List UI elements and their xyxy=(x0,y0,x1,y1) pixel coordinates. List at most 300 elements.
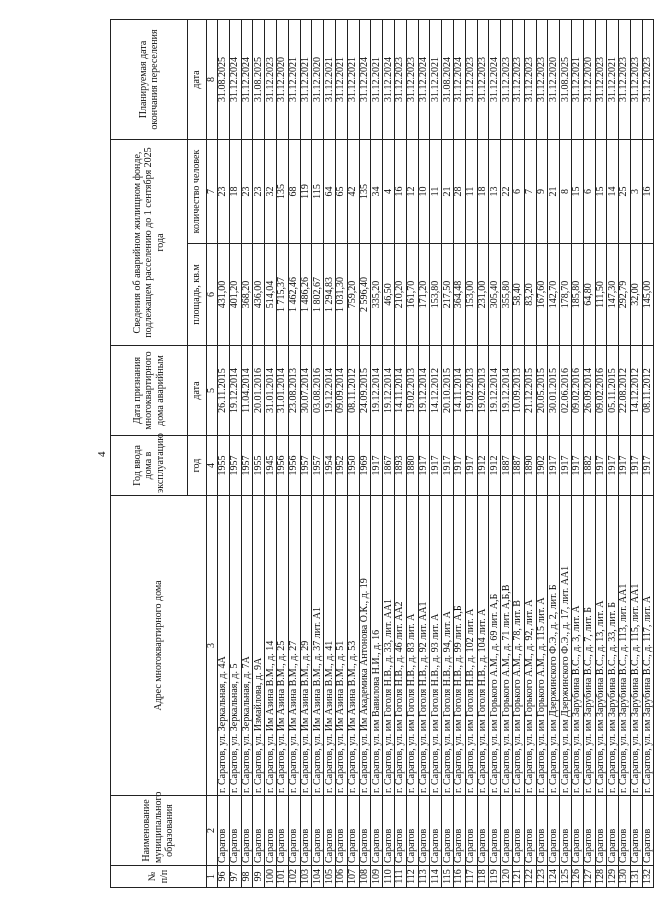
municipality-cell: Саратов xyxy=(642,796,654,866)
municipality-cell: Саратов xyxy=(406,796,418,866)
year-cell: 1955 xyxy=(218,436,230,496)
municipality-cell: Саратов xyxy=(501,796,513,866)
row-number: 109 xyxy=(371,866,383,888)
area-cell: 759,20 xyxy=(347,244,359,346)
recognition-date-cell: 30.01.2015 xyxy=(548,346,560,436)
people-count-cell: 8 xyxy=(560,139,572,243)
table-body xyxy=(218,19,654,887)
people-count-cell: 18 xyxy=(229,139,241,243)
table-row xyxy=(371,19,383,887)
row-number: 130 xyxy=(619,866,631,888)
people-count-cell: 64 xyxy=(324,139,336,243)
row-number: 120 xyxy=(501,866,513,888)
people-count-cell: 11 xyxy=(430,139,442,243)
area-cell: 1 715,37 xyxy=(276,244,288,346)
table-row xyxy=(406,19,418,887)
planned-date-cell: 31.12.2021 xyxy=(571,19,583,139)
area-cell: 167,60 xyxy=(536,244,548,346)
planned-date-cell: 31.12.2023 xyxy=(394,19,406,139)
people-count-cell: 16 xyxy=(394,139,406,243)
address-cell: г. Саратов, ул. Им Азина В.М., д. 25 xyxy=(276,496,288,796)
area-cell: 145,00 xyxy=(642,244,654,346)
recognition-date-cell: 19.02.2013 xyxy=(465,346,477,436)
recognition-date-cell: 10.09.2013 xyxy=(512,346,524,436)
municipality-cell: Саратов xyxy=(430,796,442,866)
area-cell: 147,30 xyxy=(607,244,619,346)
year-cell: 1917 xyxy=(442,436,454,496)
column-index: 1 xyxy=(207,866,218,888)
address-cell: г. Саратов, ул. им Гоголя Н.В., д. 83 лит. А xyxy=(406,496,418,796)
people-count-cell: 13 xyxy=(489,139,501,243)
row-number: 112 xyxy=(406,866,418,888)
people-count-cell: 10 xyxy=(418,139,430,243)
table-row xyxy=(288,19,300,887)
year-cell: 1917 xyxy=(548,436,560,496)
municipality-cell: Саратов xyxy=(229,796,241,866)
recognition-date-cell: 26.09.2014 xyxy=(583,346,595,436)
recognition-date-cell: 21.12.2015 xyxy=(524,346,536,436)
recognition-date-cell: 26.11.2015 xyxy=(218,346,230,436)
header-info-group: Сведения об аварийном жилищном фонде, подлежащем расселению до 1 сентября 2025 года xyxy=(111,139,188,345)
area-cell: 401,20 xyxy=(229,244,241,346)
recognition-date-cell: 03.08.2016 xyxy=(312,346,324,436)
planned-date-cell: 31.12.2023 xyxy=(501,19,513,139)
municipality-cell: Саратов xyxy=(489,796,501,866)
area-cell: 46,50 xyxy=(383,244,395,346)
row-number: 101 xyxy=(276,866,288,888)
address-cell: г. Саратов, ул. им Горького А.М., д. 92, лит. А xyxy=(524,496,536,796)
table-row xyxy=(347,19,359,887)
year-cell: 1890 xyxy=(524,436,536,496)
area-cell: 153,80 xyxy=(430,244,442,346)
table-row xyxy=(394,19,406,887)
area-cell: 2 596,40 xyxy=(359,244,371,346)
recognition-date-cell: 11.04.2014 xyxy=(241,346,253,436)
recognition-date-cell: 08.11.2012 xyxy=(642,346,654,436)
row-number: 114 xyxy=(430,866,442,888)
address-cell: г. Саратов, ул. им Гоголя Н.В., д. 99 лит. А,Б xyxy=(453,496,465,796)
address-cell: г. Саратов, ул. им Зарубина В.С., д. 117, лит. А xyxy=(642,496,654,796)
area-cell: 111,50 xyxy=(595,244,607,346)
table-row xyxy=(241,19,253,887)
row-number: 105 xyxy=(324,866,336,888)
area-cell: 335,20 xyxy=(371,244,383,346)
people-count-cell: 28 xyxy=(453,139,465,243)
area-cell: 1 802,67 xyxy=(312,244,324,346)
year-cell: 1882 xyxy=(583,436,595,496)
address-cell: г. Саратов, ул. Им Азина В.М., д. 14 xyxy=(265,496,277,796)
row-number: 98 xyxy=(241,866,253,888)
row-number: 106 xyxy=(335,866,347,888)
row-number: 110 xyxy=(383,866,395,888)
row-number: 132 xyxy=(642,866,654,888)
people-count-cell: 135 xyxy=(359,139,371,243)
area-cell: 142,70 xyxy=(548,244,560,346)
row-number: 96 xyxy=(218,866,230,888)
people-count-cell: 25 xyxy=(619,139,631,243)
people-count-cell: 34 xyxy=(371,139,383,243)
planned-date-cell: 31.08.2025 xyxy=(218,19,230,139)
address-cell: г. Саратов, ул. им Дзержинского Ф.Э., д. 17, лит. АА1 xyxy=(560,496,572,796)
area-cell: 153,00 xyxy=(465,244,477,346)
table-row xyxy=(630,19,642,887)
table-row xyxy=(619,19,631,887)
row-number: 126 xyxy=(571,866,583,888)
recognition-date-cell: 19.12.2014 xyxy=(501,346,513,436)
municipality-cell: Саратов xyxy=(253,796,265,866)
table-row xyxy=(501,19,513,887)
recognition-date-cell: 14.12.2012 xyxy=(630,346,642,436)
table-row xyxy=(524,19,536,887)
header-address: Адрес многоквартирного дома xyxy=(111,496,207,796)
people-count-cell: 9 xyxy=(536,139,548,243)
address-cell: г. Саратов, ул. Зеркальная, д. 5 xyxy=(229,496,241,796)
header-num: № п/п xyxy=(111,866,207,888)
planned-date-cell: 31.12.2021 xyxy=(371,19,383,139)
recognition-date-cell: 30.07.2014 xyxy=(300,346,312,436)
year-cell: 1917 xyxy=(595,436,607,496)
address-cell: г. Саратов, ул. им Гоголя Н.В., д. 104 лит. А xyxy=(477,496,489,796)
table-row xyxy=(359,19,371,887)
municipality-cell: Саратов xyxy=(371,796,383,866)
address-cell: г. Саратов, ул. им Зарубина В.С., д. 3, лит. А xyxy=(571,496,583,796)
municipality-cell: Саратов xyxy=(288,796,300,866)
address-cell: г. Саратов, ул. им Гоголя Н.В., д. 102 лит. А xyxy=(465,496,477,796)
people-count-cell: 68 xyxy=(288,139,300,243)
planned-date-cell: 31.12.2023 xyxy=(619,19,631,139)
address-cell: г. Саратов, ул. им Гоголя Н.В., д. 93 лит. А xyxy=(430,496,442,796)
planned-date-cell: 31.12.2021 xyxy=(430,19,442,139)
header-year-group: Год ввода дома в эксплуатацию xyxy=(111,436,188,496)
year-cell: 1880 xyxy=(406,436,418,496)
area-cell: 32,00 xyxy=(630,244,642,346)
recognition-date-cell: 19.02.2013 xyxy=(406,346,418,436)
area-cell: 1 031,30 xyxy=(335,244,347,346)
people-count-cell: 32 xyxy=(265,139,277,243)
header-recognition-sub: дата xyxy=(188,346,207,436)
row-number: 103 xyxy=(300,866,312,888)
planned-date-cell: 31.12.2020 xyxy=(312,19,324,139)
people-count-cell: 12 xyxy=(406,139,418,243)
planned-date-cell: 31.12.2023 xyxy=(512,19,524,139)
municipality-cell: Саратов xyxy=(347,796,359,866)
municipality-cell: Саратов xyxy=(512,796,524,866)
recognition-date-cell: 22.08.2012 xyxy=(619,346,631,436)
row-number: 131 xyxy=(630,866,642,888)
municipality-cell: Саратов xyxy=(524,796,536,866)
table-header xyxy=(111,19,218,887)
municipality-cell: Саратов xyxy=(548,796,560,866)
planned-date-cell: 31.12.2023 xyxy=(595,19,607,139)
row-number: 127 xyxy=(583,866,595,888)
address-cell: г. Саратов, ул. Им Азина В.М., д. 41 xyxy=(324,496,336,796)
municipality-cell: Саратов xyxy=(276,796,288,866)
year-cell: 1957 xyxy=(229,436,241,496)
year-cell: 1917 xyxy=(642,436,654,496)
table-row xyxy=(465,19,477,887)
people-count-cell: 14 xyxy=(607,139,619,243)
address-cell: г. Саратов, ул. им Зарубина В.С., д. 33, лит. Б xyxy=(607,496,619,796)
municipality-cell: Саратов xyxy=(607,796,619,866)
rotated-table-container xyxy=(110,20,654,888)
people-count-cell: 21 xyxy=(548,139,560,243)
year-cell: 1887 xyxy=(501,436,513,496)
recognition-date-cell: 19.12.2014 xyxy=(371,346,383,436)
row-number: 113 xyxy=(418,866,430,888)
area-cell: 364,48 xyxy=(453,244,465,346)
table-row xyxy=(312,19,324,887)
people-count-cell: 15 xyxy=(571,139,583,243)
planned-date-cell: 31.12.2020 xyxy=(583,19,595,139)
row-number: 99 xyxy=(253,866,265,888)
recognition-date-cell: 09.02.2016 xyxy=(595,346,607,436)
planned-date-cell: 31.12.2023 xyxy=(477,19,489,139)
header-recognition-group: Дата признания многоквартирного дома аварийным xyxy=(111,346,188,436)
recognition-date-cell: 20.05.2015 xyxy=(536,346,548,436)
municipality-cell: Саратов xyxy=(335,796,347,866)
area-cell: 355,80 xyxy=(501,244,513,346)
table-row xyxy=(477,19,489,887)
year-cell: 1917 xyxy=(630,436,642,496)
municipality-cell: Саратов xyxy=(619,796,631,866)
people-count-cell: 23 xyxy=(241,139,253,243)
recognition-date-cell: 23.08.2013 xyxy=(288,346,300,436)
row-number: 119 xyxy=(489,866,501,888)
municipality-cell: Саратов xyxy=(312,796,324,866)
municipality-cell: Саратов xyxy=(300,796,312,866)
address-cell: г. Саратов, ул. им Гоголя Н.В., д. 92 лит. АА1 xyxy=(418,496,430,796)
address-cell: г. Саратов, ул. Зеркальная, д. 4А xyxy=(218,496,230,796)
planned-date-cell: 31.12.2024 xyxy=(453,19,465,139)
area-cell: 305,40 xyxy=(489,244,501,346)
table-row xyxy=(548,19,560,887)
row-number: 104 xyxy=(312,866,324,888)
area-cell: 185,80 xyxy=(571,244,583,346)
area-cell: 171,20 xyxy=(418,244,430,346)
planned-date-cell: 31.12.2021 xyxy=(300,19,312,139)
year-cell: 1957 xyxy=(312,436,324,496)
address-cell: г. Саратов, ул. им Зарубина В.С., д. 13, лит. А xyxy=(595,496,607,796)
area-cell: 514,04 xyxy=(265,244,277,346)
people-count-cell: 6 xyxy=(512,139,524,243)
people-count-cell: 21 xyxy=(442,139,454,243)
page-number: 4 xyxy=(96,451,108,457)
column-index-row xyxy=(207,19,218,887)
year-cell: 1957 xyxy=(241,436,253,496)
people-count-cell: 4 xyxy=(383,139,395,243)
table-row xyxy=(276,19,288,887)
table-row xyxy=(218,19,230,887)
people-count-cell: 65 xyxy=(335,139,347,243)
address-cell: г. Саратов, ул. Им Азина В.М., д. 51 xyxy=(335,496,347,796)
municipality-cell: Саратов xyxy=(265,796,277,866)
table-row xyxy=(430,19,442,887)
area-cell: 436,00 xyxy=(253,244,265,346)
people-count-cell: 3 xyxy=(630,139,642,243)
area-cell: 178,70 xyxy=(560,244,572,346)
municipality-cell: Саратов xyxy=(418,796,430,866)
people-count-cell: 6 xyxy=(583,139,595,243)
address-cell: г. Саратов, ул. им Горького А.М., д. 78, лит. В xyxy=(512,496,524,796)
address-cell: г. Саратов, ул. им Зарубина В.С., д. 7, лит. Б xyxy=(583,496,595,796)
year-cell: 1917 xyxy=(607,436,619,496)
municipality-cell: Саратов xyxy=(465,796,477,866)
people-count-cell: 16 xyxy=(642,139,654,243)
address-cell: г. Саратов, ул. Им Азина В.М., д. 53 xyxy=(347,496,359,796)
year-cell: 1956 xyxy=(276,436,288,496)
year-cell: 1912 xyxy=(477,436,489,496)
recognition-date-cell: 08.11.2012 xyxy=(347,346,359,436)
year-cell: 1952 xyxy=(335,436,347,496)
municipality-cell: Саратов xyxy=(477,796,489,866)
year-cell: 1917 xyxy=(571,436,583,496)
year-cell: 1917 xyxy=(430,436,442,496)
table-row xyxy=(512,19,524,887)
planned-date-cell: 31.12.2024 xyxy=(241,19,253,139)
area-cell: 83,20 xyxy=(524,244,536,346)
row-number: 117 xyxy=(465,866,477,888)
table-row xyxy=(489,19,501,887)
recognition-date-cell: 19.12.2014 xyxy=(383,346,395,436)
people-count-cell: 15 xyxy=(595,139,607,243)
planned-date-cell: 31.08.2024 xyxy=(442,19,454,139)
row-number: 121 xyxy=(512,866,524,888)
planned-date-cell: 31.12.2020 xyxy=(276,19,288,139)
planned-date-cell: 31.12.2020 xyxy=(548,19,560,139)
row-number: 111 xyxy=(394,866,406,888)
planned-date-cell: 31.12.2023 xyxy=(630,19,642,139)
address-cell: г. Саратов, ул. им Вавилова Н.И., д. 16 xyxy=(371,496,383,796)
column-index: 4 xyxy=(207,436,218,496)
row-number: 129 xyxy=(607,866,619,888)
area-cell: 231,00 xyxy=(477,244,489,346)
recognition-date-cell: 19.02.2013 xyxy=(477,346,489,436)
planned-date-cell: 31.12.2023 xyxy=(524,19,536,139)
recognition-date-cell: 14.11.2014 xyxy=(394,346,406,436)
header-year-sub: год xyxy=(188,436,207,496)
column-index: 5 xyxy=(207,346,218,436)
area-cell: 217,50 xyxy=(442,244,454,346)
area-cell: 292,79 xyxy=(619,244,631,346)
planned-date-cell: 31.12.2021 xyxy=(324,19,336,139)
recognition-date-cell: 09.02.2016 xyxy=(571,346,583,436)
table-row xyxy=(229,19,241,887)
document-page xyxy=(110,20,654,888)
row-number: 100 xyxy=(265,866,277,888)
recognition-date-cell: 24.09.2015 xyxy=(359,346,371,436)
planned-date-cell: 31.12.2023 xyxy=(406,19,418,139)
column-index: 3 xyxy=(207,496,218,796)
header-plan-sub: дата xyxy=(188,19,207,139)
planned-date-cell: 31.12.2023 xyxy=(536,19,548,139)
address-cell: г. Саратов, ул. им Горького А.М., д. 69 лит. А,Б xyxy=(489,496,501,796)
address-cell: г. Саратов, ул. им Дзержинского Ф.Э., д. 2, лит. Б xyxy=(548,496,560,796)
table-row xyxy=(383,19,395,887)
municipality-cell: Саратов xyxy=(571,796,583,866)
address-cell: г. Саратов, ул. Им Азина В.М., д. 29 xyxy=(300,496,312,796)
planned-date-cell: 31.12.2023 xyxy=(465,19,477,139)
table-row xyxy=(595,19,607,887)
area-cell: 1 462,46 xyxy=(288,244,300,346)
year-cell: 1945 xyxy=(265,436,277,496)
year-cell: 1955 xyxy=(253,436,265,496)
people-count-cell: 18 xyxy=(477,139,489,243)
area-cell: 368,20 xyxy=(241,244,253,346)
table-row xyxy=(453,19,465,887)
area-cell: 431,00 xyxy=(218,244,230,346)
table-row xyxy=(642,19,654,887)
address-cell: г. Саратов, ул. им Зарубина В.С., д. 113, лит. АА1 xyxy=(619,496,631,796)
people-count-cell: 23 xyxy=(253,139,265,243)
table-row xyxy=(300,19,312,887)
recognition-date-cell: 19.12.2014 xyxy=(489,346,501,436)
people-count-cell: 23 xyxy=(218,139,230,243)
table-row xyxy=(265,19,277,887)
table-row xyxy=(560,19,572,887)
people-count-cell: 7 xyxy=(524,139,536,243)
people-count-cell: 22 xyxy=(501,139,513,243)
row-number: 123 xyxy=(536,866,548,888)
recognition-date-cell: 31.01.2014 xyxy=(276,346,288,436)
municipality-cell: Саратов xyxy=(583,796,595,866)
table-row xyxy=(536,19,548,887)
row-number: 97 xyxy=(229,866,241,888)
address-cell: г. Саратов, ул. Им Академика Антонова О.К., д. 19 xyxy=(359,496,371,796)
municipality-cell: Саратов xyxy=(394,796,406,866)
municipality-cell: Саратов xyxy=(218,796,230,866)
year-cell: 1917 xyxy=(371,436,383,496)
row-number: 102 xyxy=(288,866,300,888)
year-cell: 1969 xyxy=(359,436,371,496)
year-cell: 1954 xyxy=(324,436,336,496)
address-cell: г. Саратов, ул. Им Азина В.М., д. 37 лит. А1 xyxy=(312,496,324,796)
recognition-date-cell: 05.11.2015 xyxy=(607,346,619,436)
municipality-cell: Саратов xyxy=(560,796,572,866)
area-cell: 1 294,83 xyxy=(324,244,336,346)
year-cell: 1917 xyxy=(560,436,572,496)
address-cell: г. Саратов, ул. им Гоголя Н.В., д. 94, лит. А xyxy=(442,496,454,796)
row-number: 107 xyxy=(347,866,359,888)
municipality-cell: Саратов xyxy=(241,796,253,866)
year-cell: 1950 xyxy=(347,436,359,496)
municipality-cell: Саратов xyxy=(453,796,465,866)
row-number: 125 xyxy=(560,866,572,888)
header-area-sub: площадь, кв.м xyxy=(188,244,207,346)
table-row xyxy=(253,19,265,887)
year-cell: 1917 xyxy=(619,436,631,496)
column-index: 8 xyxy=(207,19,218,139)
planned-date-cell: 31.12.2024 xyxy=(229,19,241,139)
row-number: 115 xyxy=(442,866,454,888)
planned-date-cell: 31.12.2021 xyxy=(288,19,300,139)
year-cell: 1917 xyxy=(453,436,465,496)
year-cell: 1957 xyxy=(300,436,312,496)
header-plan-group: Планируемая дата окончания переселения xyxy=(111,19,188,139)
address-cell: г. Саратов, ул. им Гоголя Н.В., д. 33, лит. АА1 xyxy=(383,496,395,796)
recognition-date-cell: 09.09.2014 xyxy=(335,346,347,436)
year-cell: 1887 xyxy=(512,436,524,496)
recognition-date-cell: 19.12.2014 xyxy=(324,346,336,436)
table-row xyxy=(607,19,619,887)
planned-date-cell: 31.12.2024 xyxy=(383,19,395,139)
row-number: 122 xyxy=(524,866,536,888)
area-cell: 210,20 xyxy=(394,244,406,346)
year-cell: 1912 xyxy=(489,436,501,496)
column-index: 6 xyxy=(207,244,218,346)
table-row xyxy=(442,19,454,887)
recognition-date-cell: 02.06.2016 xyxy=(560,346,572,436)
row-number: 128 xyxy=(595,866,607,888)
